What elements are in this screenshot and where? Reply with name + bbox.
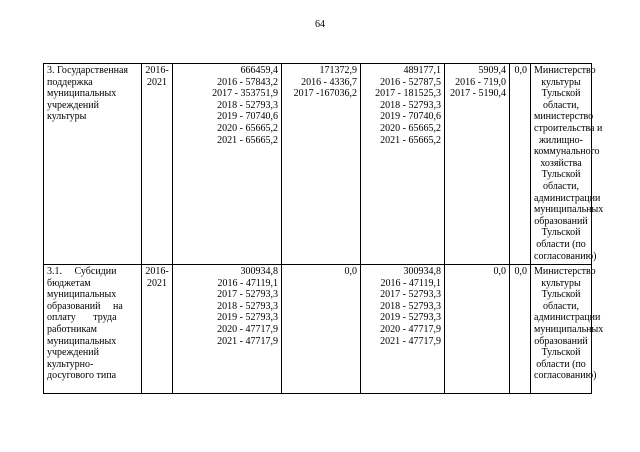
regional-line: 2021 - 47717,9 [380, 335, 441, 347]
regional-line: 2016 - 47119,1 [380, 277, 441, 289]
period-cell [142, 265, 173, 394]
executor-line: области, [543, 300, 579, 312]
executor-line: согласованию) [534, 250, 597, 262]
total-line: 300934,8 [240, 266, 278, 277]
regional-line: 2018 - 52793,3 [380, 300, 441, 312]
regional-line: 2019 - 52793,3 [380, 312, 441, 324]
local-line: 5909,4 [478, 65, 506, 76]
executor-line: области (по [536, 238, 586, 250]
executor-line: Тульской [541, 289, 581, 301]
executor-line: области (по [536, 358, 586, 370]
total-line: 2019 - 52793,3 [217, 312, 278, 324]
executor-line: министерство [534, 111, 594, 123]
regional-budget-cell [361, 265, 445, 394]
executor-cell [531, 64, 604, 265]
regional-line: 2017 - 181525,3 [375, 88, 441, 100]
total-line: 2016 - 57843,2 [217, 76, 278, 88]
measure-name-line: 3.1. Субсидии [47, 266, 117, 277]
federal-line: 2016 - 4336,7 [301, 76, 357, 88]
local-budget-cell [445, 64, 510, 265]
executor-line: администрации [534, 312, 601, 324]
measure-name-line: учреждений [47, 347, 99, 359]
regional-line: 2018 - 52793,3 [380, 99, 441, 111]
local-budget-cell [445, 265, 510, 394]
period-line: 2021 [147, 277, 167, 289]
executor-line: строительства и [534, 122, 603, 134]
total-line: 2019 - 70740,6 [217, 111, 278, 123]
federal-line: 2017 -167036,2 [293, 88, 357, 100]
measure-name-cell [44, 64, 142, 265]
executor-line: жилищно- [539, 134, 583, 146]
executor-line: муниципальных [534, 323, 604, 335]
measure-name-line: бюджетам [47, 277, 91, 289]
federal-line: 0,0 [344, 266, 357, 277]
measure-name-line: поддержка [47, 76, 93, 88]
period-line: 2021 [147, 76, 167, 88]
executor-line: образований [534, 335, 588, 347]
executor-line: Тульской [541, 169, 581, 181]
executor-line: Тульской [541, 347, 581, 359]
executor-line: муниципальных [534, 204, 604, 216]
total-line: 2020 - 65665,2 [217, 122, 278, 134]
regional-budget-cell [361, 64, 445, 265]
measure-name-line: 3. Государственная [47, 65, 129, 76]
other-sources-cell: 0,0 [510, 265, 531, 394]
total-funding-cell [173, 265, 282, 394]
regional-line: 2021 - 65665,2 [380, 134, 441, 146]
executor-line: администрации [534, 192, 601, 204]
local-line: 2016 - 719,0 [455, 76, 506, 88]
measure-name-line: культурно- [47, 358, 94, 370]
total-line: 2020 - 47717,9 [217, 323, 278, 335]
measure-name-line: муниципальных [47, 88, 117, 100]
executor-line: образований [534, 215, 588, 227]
executor-line: коммунального [534, 146, 600, 158]
total-line: 2018 - 52793,3 [217, 99, 278, 111]
local-line: 0,0 [493, 266, 506, 277]
total-line: 2021 - 47717,9 [217, 335, 278, 347]
executor-line: области, [543, 180, 579, 192]
regional-line: 2020 - 65665,2 [380, 122, 441, 134]
measure-name-line: досугового типа [47, 370, 117, 382]
table-row [44, 265, 592, 394]
total-funding-cell [173, 64, 282, 265]
regional-line: 489177,1 [403, 65, 441, 76]
regional-line: 2019 - 70740,6 [380, 111, 441, 123]
measure-name-line: муниципальных [47, 335, 117, 347]
executor-line: Министерство [534, 65, 596, 76]
federal-budget-cell [282, 64, 361, 265]
measure-name-line: работникам [47, 323, 97, 335]
federal-line: 171372,9 [319, 65, 357, 76]
executor-line: Министерство [534, 266, 596, 277]
other-sources-cell: 0,0 [510, 64, 531, 265]
program-table [43, 63, 604, 394]
executor-line: хозяйства [540, 157, 582, 169]
table-row [44, 64, 592, 265]
period-cell [142, 64, 173, 265]
executor-line: Тульской [541, 227, 581, 239]
executor-line: культуры [541, 277, 581, 289]
executor-line: согласованию) [534, 370, 597, 382]
measure-name-line: образований на [47, 300, 123, 312]
measure-name-cell [44, 265, 142, 394]
measure-name-line: учреждений [47, 99, 99, 111]
total-line: 2018 - 52793,3 [217, 300, 278, 312]
total-line: 2021 - 65665,2 [217, 134, 278, 146]
measure-name-line: муниципальных [47, 289, 117, 301]
measure-name-line: культуры [47, 111, 87, 123]
regional-line: 2017 - 52793,3 [380, 289, 441, 301]
regional-line: 2016 - 52787,5 [380, 76, 441, 88]
executor-cell [531, 265, 604, 394]
total-line: 2016 - 47119,1 [217, 277, 278, 289]
period-line: 2016- [145, 266, 169, 277]
measure-name-line: оплату труда [47, 312, 117, 324]
regional-line: 2020 - 47717,9 [380, 323, 441, 335]
total-line: 2017 - 353751,9 [212, 88, 278, 100]
page-number: 64 [315, 19, 325, 30]
total-line: 2017 - 52793,3 [217, 289, 278, 301]
local-line: 2017 - 5190,4 [450, 88, 506, 100]
executor-line: Тульской [541, 88, 581, 100]
period-line: 2016- [145, 65, 169, 76]
total-line: 666459,4 [240, 65, 278, 76]
executor-line: области, [543, 99, 579, 111]
regional-line: 300934,8 [403, 266, 441, 277]
federal-budget-cell [282, 265, 361, 394]
executor-line: культуры [541, 76, 581, 88]
